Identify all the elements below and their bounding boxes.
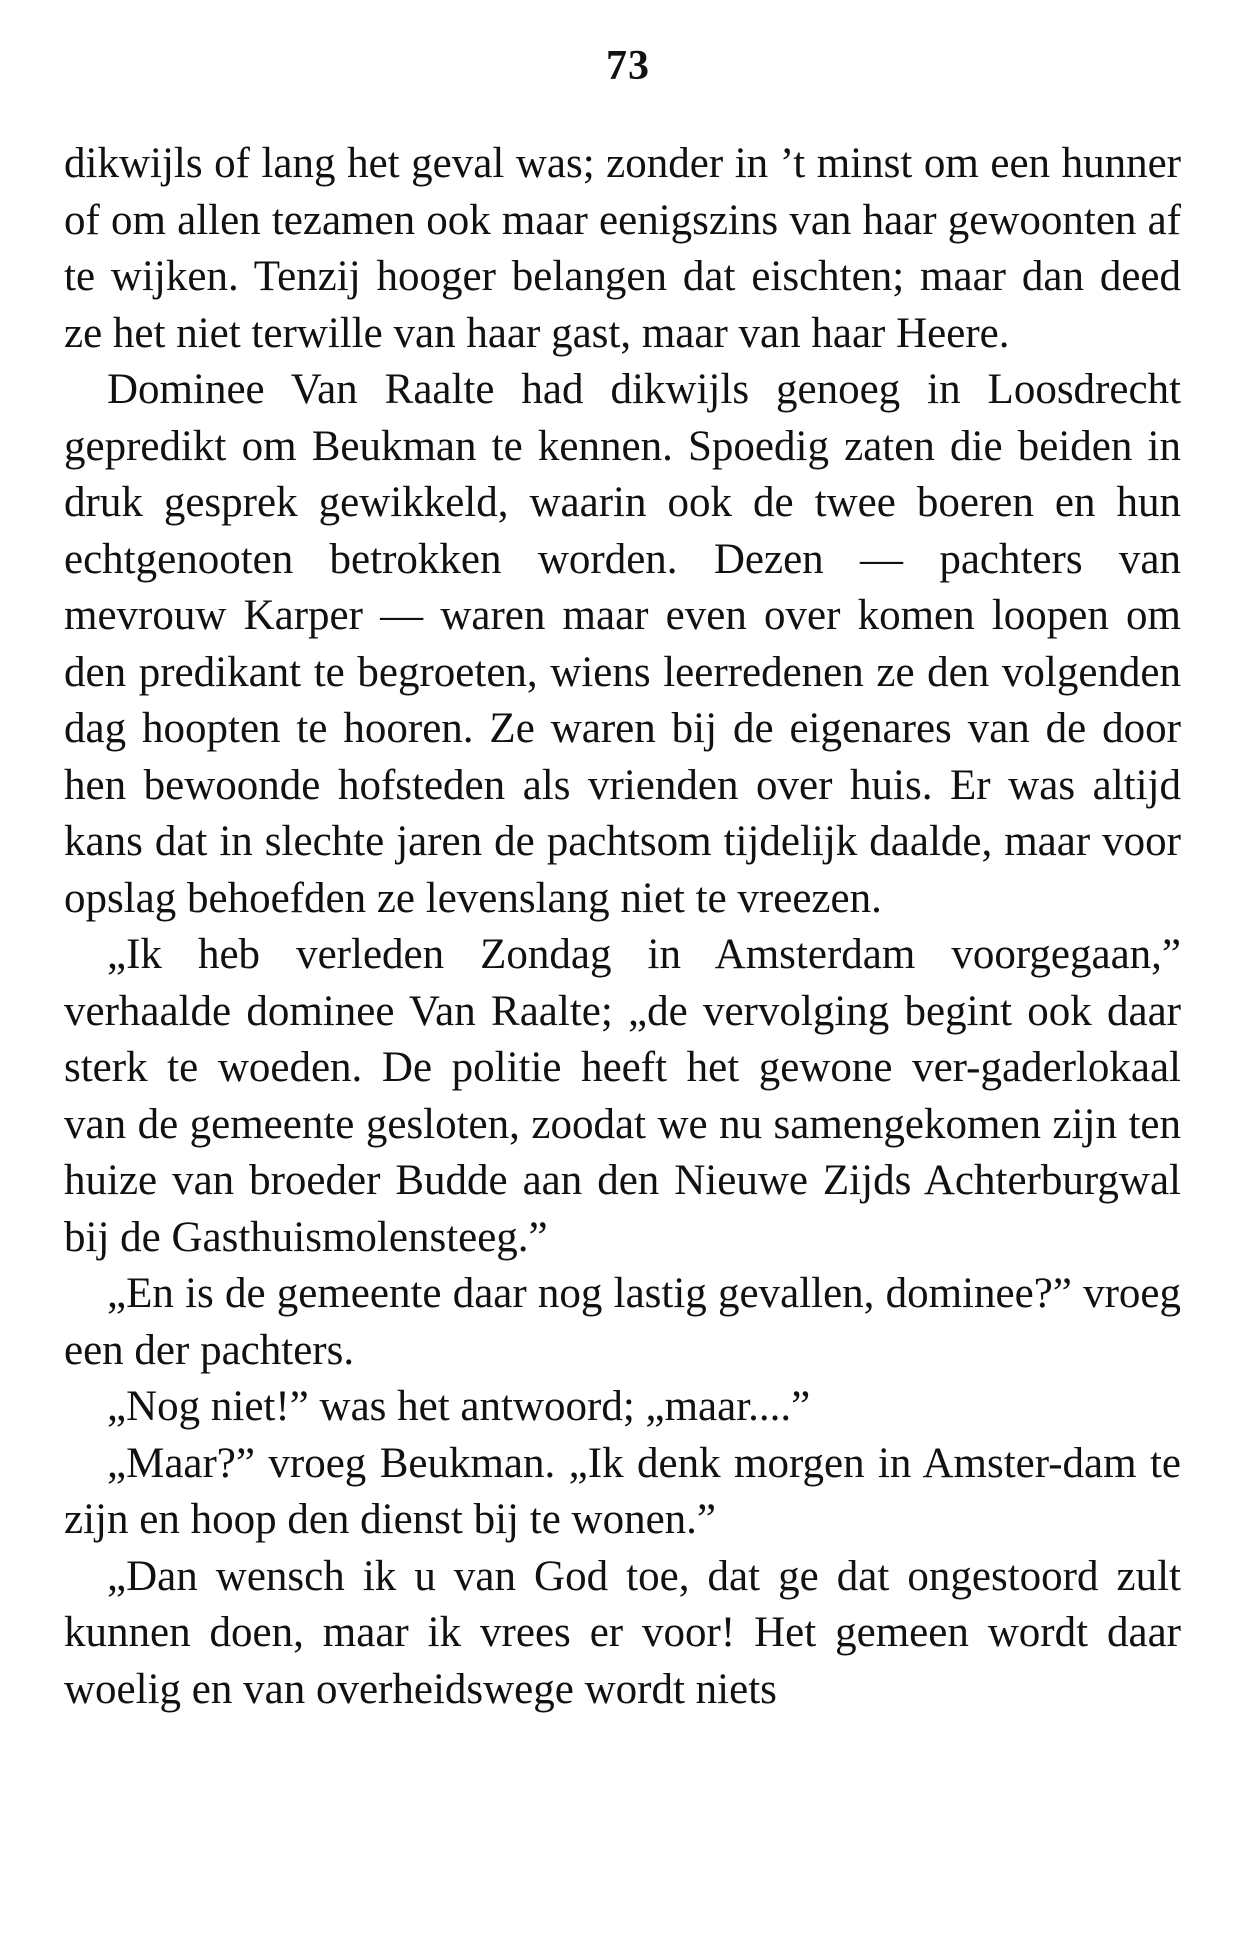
paragraph: Dominee Van Raalte had dikwijls genoeg in Loosdrecht gepredikt om Beukman te kennen. Spoedig zaten die beiden in druk gesprek gewikkeld, waarin ook de twee boeren en hun echtgenooten betrokken worden. Dezen — pachters van mevrouw Karper — waren maar even over komen loopen om den predikant te begroeten, wiens leerredenen ze den volgenden dag hoopten te hooren. Ze waren bij de eigenares van de door hen bewoonde hofsteden als vrienden over huis. Er was altijd kans dat in slechte jaren de pachtsom tijdelijk daalde, maar voor opslag behoefden ze levenslang niet te vreezen.	[64, 366, 1181, 922]
paragraph: „Ik heb verleden Zondag in Amsterdam voorgegaan,” verhaalde dominee Van Raalte; „de vervolging begint ook daar sterk te woeden. De politie heeft het gewone ver-gaderlokaal van de gemeente gesloten, zoodat we nu samengekomen zijn ten huize van broeder Budde aan den Nieuwe Zijds Achterburgwal bij de Gasthuismolensteeg.”	[64, 931, 1181, 1261]
page-number: 73	[606, 43, 650, 89]
body-text	[64, 136, 1181, 1718]
paragraph: „En is de gemeente daar nog lastig gevallen, dominee?” vroeg een der pachters.	[64, 1270, 1181, 1374]
paragraph: „Dan wensch ik u van God toe, dat ge dat ongestoord zult kunnen doen, maar ik vrees er voor! Het gemeen wordt daar woelig en van overheidswege wordt niets	[64, 1552, 1181, 1713]
paragraph: dikwijls of lang het geval was; zonder in ’t minst om een hunner of om allen tezamen ook maar eenigszins van haar gewoonten af te wijken. Tenzij hooger belangen dat eischten; maar dan deed ze het niet terwille van haar gast, maar van haar Heere.	[64, 140, 1181, 357]
paragraph: „Nog niet!” was het antwoord; „maar....”	[107, 1383, 811, 1430]
paragraph: „Maar?” vroeg Beukman. „Ik denk morgen in Amster-dam te zijn en hoop den dienst bij te wonen.”	[64, 1439, 1181, 1543]
